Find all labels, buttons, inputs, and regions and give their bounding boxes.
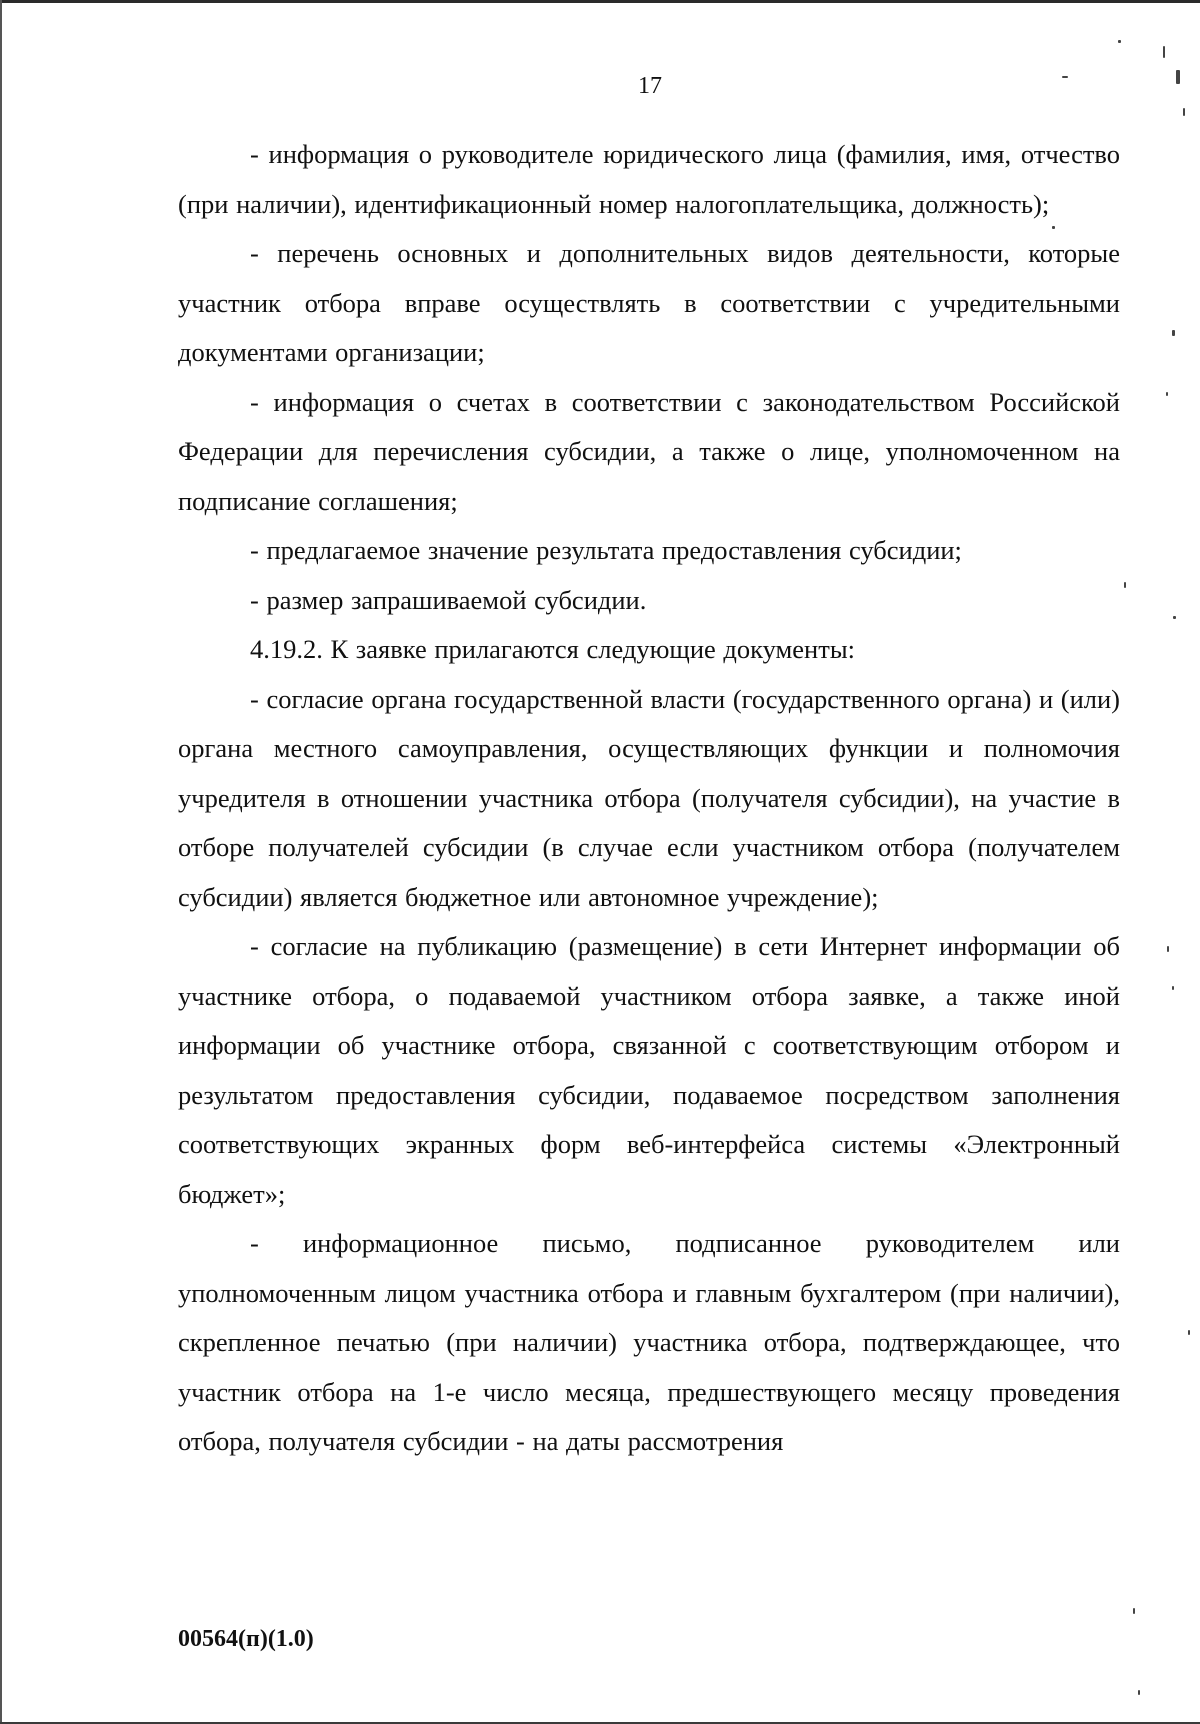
scan-border-left bbox=[0, 0, 2, 1724]
scan-noise bbox=[1172, 330, 1175, 336]
scan-noise bbox=[1173, 616, 1176, 619]
paragraph-information-letter: - информационное письмо, подписанное руководителем или уполномоченным лицом участника отбора и главным бухгалтером (при наличии), скрепленное печатью (при наличии) участника отбора, подтверждающее, что участник отбора на 1-е число месяца, предшествующего месяцу проведения отбора, получателя субсидии - на даты рассмотрения bbox=[178, 1228, 1120, 1456]
page-number: 17 bbox=[638, 73, 662, 99]
paragraph-subsidy-amount: - размер запрашиваемой субсидии. bbox=[250, 584, 647, 615]
scan-noise bbox=[1138, 1690, 1140, 1695]
paragraph-founder-consent: - согласие органа государственной власти (государственного органа) и (или) органа местного самоуправления, осуществляющих функции и полномочия учредителя в отношении участника отбора (получателя субсидии), на участие в отборе получателей субсидии (в случае если участником отбора (получателем субсидии) является бюджетное или автономное учреждение); bbox=[178, 683, 1120, 912]
scan-noise bbox=[1124, 582, 1126, 588]
scan-noise bbox=[1163, 46, 1165, 58]
scan-noise bbox=[1176, 70, 1180, 84]
document-body bbox=[178, 130, 1120, 1467]
scan-noise bbox=[1183, 108, 1185, 116]
paragraph-activities-list: - перечень основных и дополнительных видов деятельности, которые участник отбора вправе осуществлять в соответствии с учредительными документами организации; bbox=[178, 238, 1120, 367]
document-code: 00564(п)(1.0) bbox=[178, 1626, 314, 1652]
scan-noise bbox=[1133, 1608, 1135, 1614]
scan-noise bbox=[1118, 40, 1121, 43]
scan-noise bbox=[1188, 1330, 1190, 1335]
paragraph-head-info: - информация о руководителе юридического лица (фамилия, имя, отчество (при наличии), идентификационный номер налогоплательщика, должность); bbox=[178, 139, 1120, 219]
scan-noise bbox=[1166, 392, 1168, 396]
scan-border-top bbox=[0, 0, 1200, 3]
paragraph-publication-consent: - согласие на публикацию (размещение) в сети Интернет информации об участнике отбора, о подаваемой участником отбора заявке, а также иной информации об участнике отбора, связанной с соответствующим отбором и результатом предоставления субсидии, подаваемое посредством заполнения соответствующих экранных форм веб-интерфейса системы «Электронный бюджет»; bbox=[178, 931, 1120, 1209]
scan-noise bbox=[1062, 76, 1068, 78]
scan-noise bbox=[1172, 986, 1174, 990]
paragraph-section-4-19-2: 4.19.2. К заявке прилагаются следующие документы: bbox=[250, 634, 855, 664]
paragraph-accounts-info: - информация о счетах в соответствии с законодательством Российской Федерации для перечисления субсидии, а также о лице, уполномоченном на подписание соглашения; bbox=[178, 386, 1120, 516]
paragraph-result-value: - предлагаемое значение результата предоставления субсидии; bbox=[250, 535, 962, 565]
scan-noise bbox=[1052, 226, 1055, 229]
scan-noise bbox=[1167, 946, 1169, 952]
